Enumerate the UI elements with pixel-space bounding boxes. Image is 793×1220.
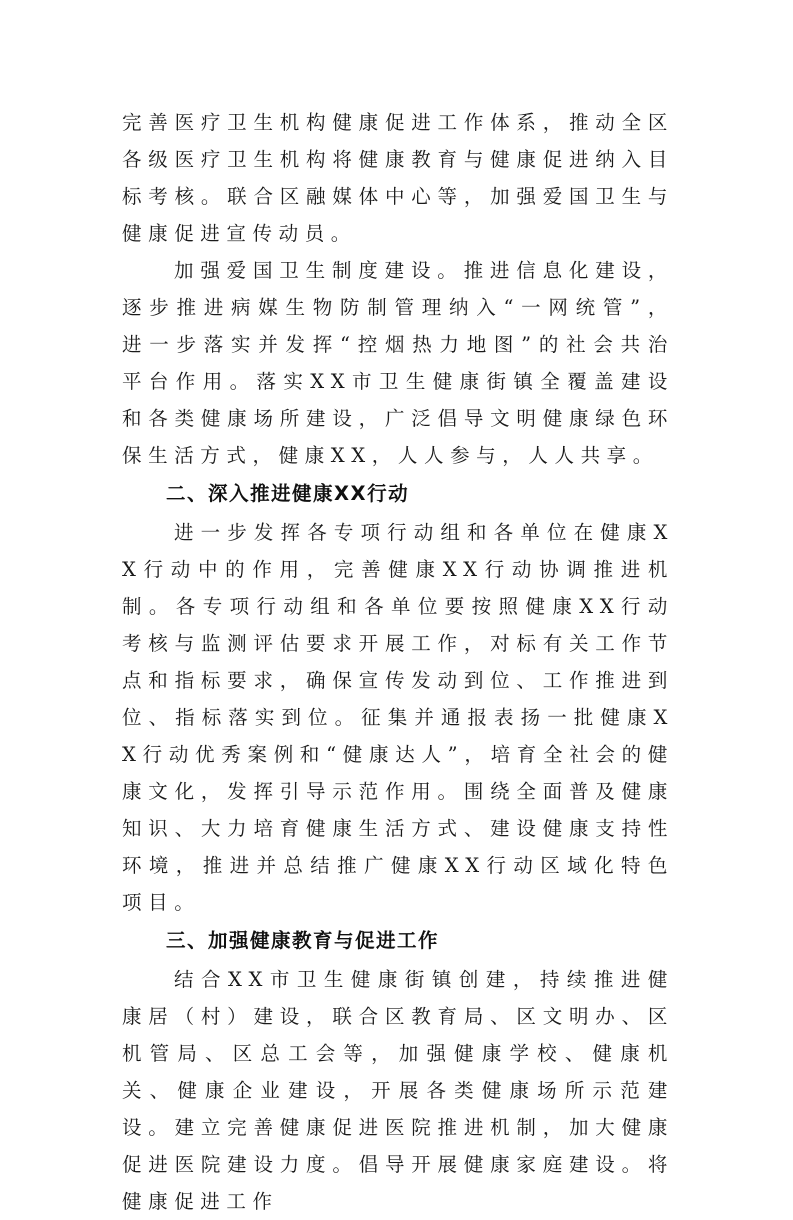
body-paragraph: 加强爱国卫生制度建设。推进信息化建设，逐步推进病媒生物防制管理纳入“一网统管”，进一步落实并发挥“控烟热力地图”的社会共治平台作用。落实XX市卫生健康街镇全覆盖建设和各类健康场所建设，广泛倡导文明健康绿色环保生活方式，健康XX，人人参与，人人共享。 — [122, 259, 674, 467]
section-heading: 二、深入推进健康XX行动 — [166, 482, 410, 505]
body-paragraph: 完善医疗卫生机构健康促进工作体系，推动全区各级医疗卫生机构将健康教育与健康促进纳入目标考核。联合区融媒体中心等，加强爱国卫生与健康促进宣传动员。 — [122, 111, 674, 245]
document-page — [122, 104, 674, 1220]
body-paragraph: 结合XX市卫生健康街镇创建，持续推进健康居（村）建设，联合区教育局、区文明办、区机管局、区总工会等，加强健康学校、健康机关、健康企业建设，开展各类健康场所示范建设。建立完善健康促进医院推进机制，加大健康促进医院建设力度。倡导开展健康家庭建设。将健康促进工作 — [122, 968, 674, 1213]
section-heading: 三、加强健康教育与促进工作 — [166, 929, 440, 952]
body-paragraph: 进一步发挥各专项行动组和各单位在健康XX行动中的作用，完善健康XX行动协调推进机制。各专项行动组和各单位要按照健康XX行动考核与监测评估要求开展工作，对标有关工作节点和指标要求，确保宣传发动到位、工作推进到位、指标落实到位。征集并通报表扬一批健康XX行动优秀案例和“健康达人”，培育全社会的健康文化，发挥引导示范作用。围绕全面普及健康知识、大力培育健康生活方式、建设健康支持性环境，推进并总结推广健康XX行动区域化特色项目。 — [122, 521, 674, 914]
